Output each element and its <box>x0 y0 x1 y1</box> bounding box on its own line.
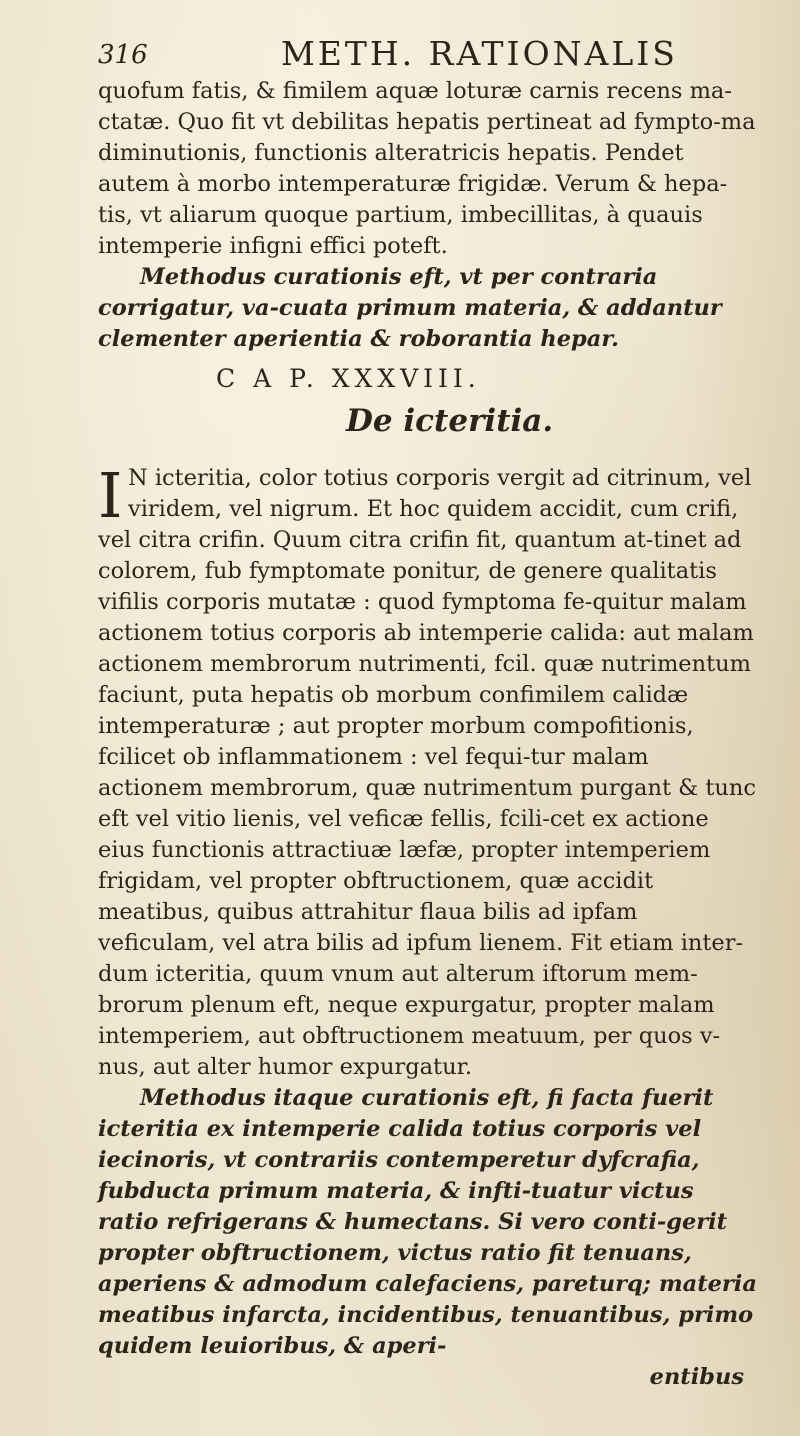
method-paragraph-1: Methodus curationis eft, vt per contraria corrigatur, va-cuata primum materia, & addantur clementer aperientia & roborantia hepar. <box>98 264 722 352</box>
page-header <box>98 30 748 74</box>
chapter-title: De icteritia. <box>346 403 554 439</box>
intro-paragraph: quofum fatis, & fimilem aquæ loturæ carnis recens ma-ctatæ. Quo fit vt debilitas hepatis pertineat ad fympto-ma diminutionis, functionis alteratricis hepatis. Pendet autem à morbo intemperaturæ frigidæ. Verum & hepa-tis, vt aliarum quoque partium, imbecillitas, à quauis intemperie infigni effici poteft. <box>98 78 756 259</box>
body-text: N icteritia, color totius corporis vergit ad citrinum, vel viridem, vel nigrum. Et hoc quidem accidit, cum crifi, vel citra crifin. Quum citra crifin fit, quantum at-tinet ad colorem, fub fymptomate ponitur, de genere qualitatis vifilis corporis mutatæ : quod fymptoma fe-quitur malam actionem totius corporis ab intemperie calida: aut malam actionem membrorum nutrimenti, fcil. quæ nutrimentum faciunt, puta hepatis ob morbum confimilem calidæ intemperaturæ ; aut propter morbum compofitionis, fcilicet ob inflammationem : vel fequi-tur malam actionem membrorum, quæ nutrimentum purgant & tunc eft vel vitio lienis, vel veficæ fellis, fcili-cet ex actione eius functionis attractiuæ læfæ, propter intemperiem frigidam, vel propter obftructionem, quæ accidit meatibus, quibus attrahitur flaua bilis ad ipfam veficulam, vel atra bilis ad ipfum lienem. Fit etiam inter-dum icteritia, quum vnum aut alterum iftorum mem-brorum plenum eft, neque expurgatur, propter malam intemperiem, aut obftructionem meatuum, per quos v-nus, aut alter humor expurgatur. <box>98 465 756 1080</box>
chapter-heading: C A P. XXXVIII. <box>216 364 481 393</box>
method-paragraph-2: Methodus itaque curationis eft, fi facta fuerit icteritia ex intemperie calida totius corporis vel iecinoris, vt contrariis contemperetur dyfcrafia, fubducta primum materia, & infti-tuatur victus ratio refrigerans & humectans. Si vero conti-gerit propter obftructionem, victus ratio fit tenuans, aperiens & admodum calefaciens, pareturq; materia meatibus infarcta, incidentibus, tenuantibus, primo quidem leuioribus, & aperi- <box>98 1085 757 1359</box>
page-number: 316 <box>98 40 148 70</box>
body-paragraph <box>98 459 758 1083</box>
running-head: METH. RATIONALIS <box>281 34 678 73</box>
catchword: entibus <box>649 1364 744 1390</box>
drop-cap: I <box>98 459 123 532</box>
page-content <box>98 76 758 1393</box>
